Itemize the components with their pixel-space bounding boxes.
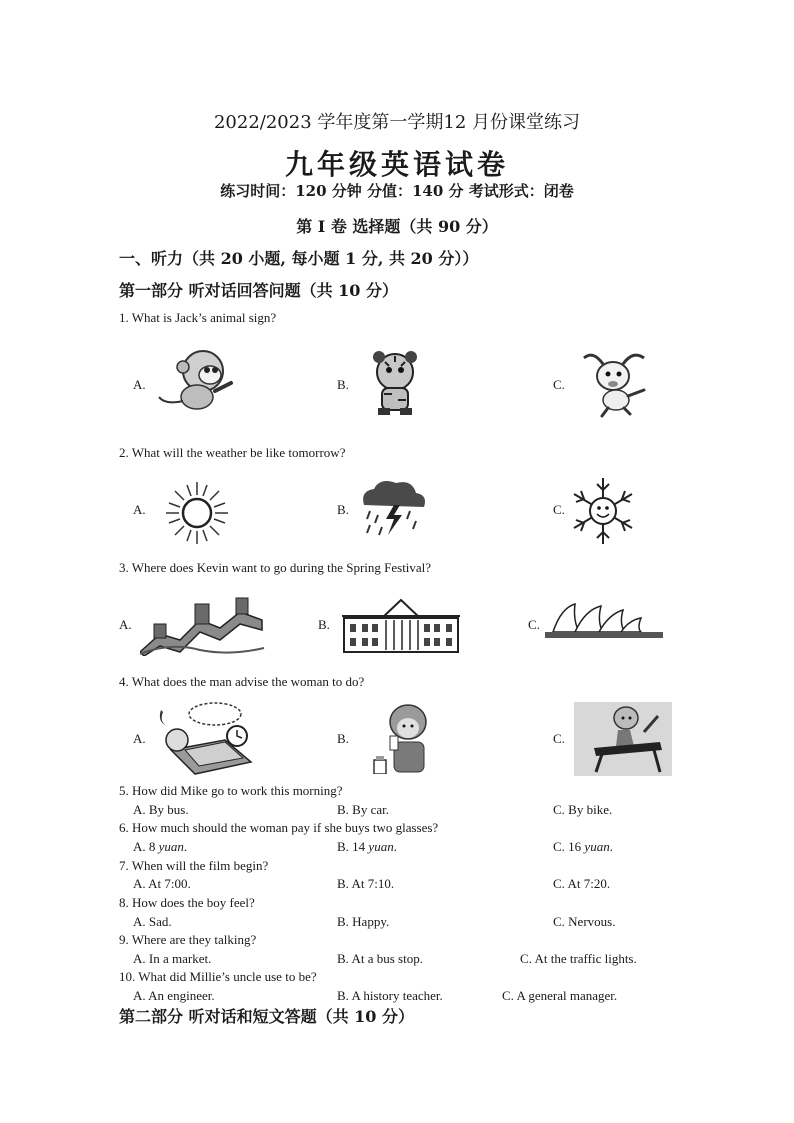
option-a: A. 8 yuan. — [133, 839, 188, 854]
monkey-icon — [155, 345, 240, 415]
question-4: 4. What does the man advise the woman to do? — [119, 674, 365, 689]
option-label: B. — [337, 731, 349, 746]
tiger-icon — [360, 348, 430, 418]
option-label: B. — [337, 377, 349, 392]
option-label: C. — [553, 502, 565, 517]
section-heading: 一、听力（共 20 小题, 每小题 1 分, 共 20 分）） — [119, 249, 479, 268]
question-10: 10. What did Millie’s uncle use to be? — [119, 969, 317, 984]
question-7: 7. When will the film begin? — [119, 858, 269, 873]
question-6: 6. How much should the woman pay if she buys two glasses? — [119, 820, 439, 835]
option-a: A. At 7:00. — [133, 876, 191, 891]
question-1: 1. What is Jack’s animal sign? — [119, 310, 277, 325]
storm-cloud-icon — [356, 477, 428, 539]
option-a: A. An engineer. — [133, 988, 215, 1003]
option-label: B. — [337, 502, 349, 517]
option-b: B. 14 yuan. — [337, 839, 397, 854]
option-label: A. — [133, 377, 146, 392]
option-a: A. Sad. — [133, 914, 172, 929]
option-a: A. In a market. — [133, 951, 212, 966]
option-label: A. — [119, 617, 132, 632]
option-label: B. — [318, 617, 330, 632]
question-5: 5. How did Mike go to work this morning? — [119, 783, 343, 798]
exam-title: 九年级英语试卷 — [284, 148, 509, 181]
exam-info: 练习时间：120 分钟 分值：140 分 考试形式：闭卷 — [220, 182, 574, 200]
sun-icon — [162, 480, 232, 546]
running-icon — [574, 702, 672, 776]
option-b: B. At 7:10. — [337, 876, 395, 891]
opera-house-icon — [545, 600, 663, 640]
exam-header: 2022/2023 学年度第一学期12 月份课堂练习 — [213, 112, 581, 133]
option-label: A. — [133, 502, 146, 517]
option-b: B. Happy. — [337, 914, 390, 929]
option-b: B. By car. — [337, 802, 389, 817]
goat-icon — [578, 350, 658, 420]
question-3: 3. Where does Kevin want to go during the Spring Festival? — [119, 560, 432, 575]
question-8: 8. How does the boy feel? — [119, 895, 255, 910]
part1-heading: 第一部分 听对话回答问题（共 10 分） — [119, 281, 398, 300]
drinking-milk-icon — [368, 702, 438, 774]
snowflake-icon — [570, 476, 636, 546]
option-c: C. By bike. — [553, 802, 613, 817]
volume-heading: 第 I 卷 选择题（共 90 分） — [296, 217, 498, 236]
option-c: C. At 7:20. — [553, 876, 611, 891]
option-b: B. A history teacher. — [337, 988, 443, 1003]
option-c: C. A general manager. — [502, 988, 618, 1003]
question-9: 9. Where are they talking? — [119, 932, 257, 947]
sleeping-icon — [155, 700, 255, 776]
white-house-icon — [342, 594, 460, 656]
option-c: C. Nervous. — [553, 914, 616, 929]
question-2: 2. What will the weather be like tomorrow? — [119, 445, 346, 460]
option-label: C. — [553, 731, 565, 746]
part2-heading: 第二部分 听对话和短文答题（共 10 分） — [119, 1007, 414, 1026]
option-a: A. By bus. — [133, 802, 189, 817]
option-b: B. At a bus stop. — [337, 951, 423, 966]
option-c: C. 16 yuan. — [553, 839, 613, 854]
great-wall-icon — [140, 594, 265, 656]
option-c: C. At the traffic lights. — [520, 951, 637, 966]
option-label: C. — [528, 617, 540, 632]
option-label: C. — [553, 377, 565, 392]
option-label: A. — [133, 731, 146, 746]
